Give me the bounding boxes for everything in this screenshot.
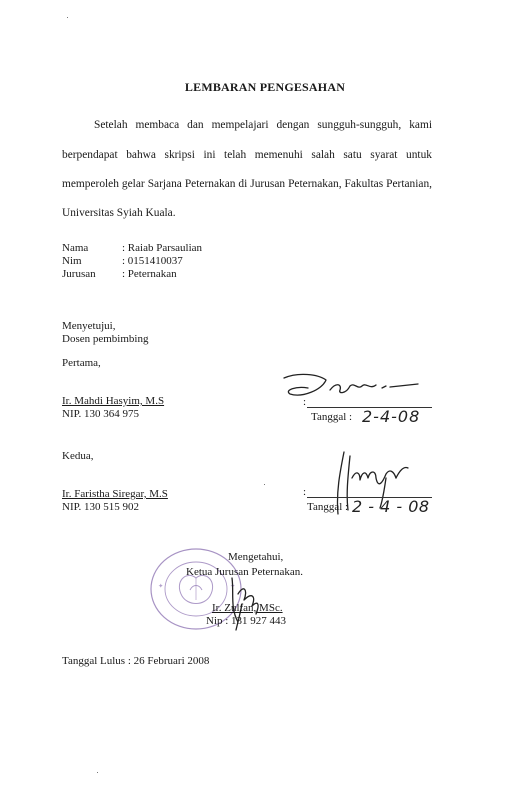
ketua-label: Ketua Jurusan Peternakan.	[186, 566, 303, 578]
pembimbing2-name: Ir. Faristha Siregar, M.S	[62, 488, 168, 500]
mengetahui-label: Mengetahui,	[228, 551, 284, 563]
nim-label: Nim	[62, 255, 82, 267]
nama-label: Nama	[62, 242, 89, 254]
intro-line-4: Universitas Syiah Kuala.	[62, 207, 176, 219]
page-title: LEMBARAN PENGESAHAN	[184, 80, 346, 94]
tanggal2-value: 2 - 4 - 08	[352, 497, 430, 516]
jurusan-value: : Peternakan	[122, 268, 177, 280]
svg-text:✦: ✦	[158, 582, 164, 590]
nama-value: : Raiab Parsaulian	[122, 242, 203, 254]
intro-line-3: memperoleh gelar Sarjana Peternakan di Jurusan Peternakan, Fakultas Pertanian,	[62, 178, 432, 190]
pembimbing1-nip: NIP. 130 364 975	[62, 408, 140, 420]
kedua-label: Kedua,	[62, 450, 94, 462]
tanggal1-value: 2-4-08	[362, 407, 421, 426]
colon-2: :	[303, 486, 307, 498]
dosen-pembimbing-label: Dosen pembimbing	[62, 333, 149, 345]
tanggal-lulus: Tanggal Lulus : 26 Februari 2008	[62, 655, 210, 667]
intro-line-1: Setelah membaca dan mempelajari dengan sungguh-sungguh, kami	[94, 119, 432, 131]
jurusan-label: Jurusan	[62, 268, 96, 280]
pertama-label: Pertama,	[62, 357, 101, 369]
signature-pembimbing1	[278, 368, 428, 406]
tanggal1-label: Tanggal :	[311, 411, 353, 423]
tanggal2-label: Tanggal :	[307, 501, 349, 513]
intro-line-2: berpendapat bahwa skripsi ini telah memenuhi salah satu syarat untuk	[62, 149, 432, 161]
pembimbing1-name: Ir. Mahdi Hasyim, M.S	[62, 395, 165, 407]
ketua-name: Ir. Zulfan, MSc.	[212, 602, 283, 614]
pembimbing2-nip: NIP. 130 515 902	[62, 501, 140, 513]
ketua-nip: Nip : 131 927 443	[206, 615, 287, 627]
menyetujui-label: Menyetujui,	[62, 320, 116, 332]
svg-text:✦: ✦	[230, 582, 236, 590]
nim-value: : 0151410037	[122, 255, 183, 267]
colon-1: :	[303, 396, 307, 408]
